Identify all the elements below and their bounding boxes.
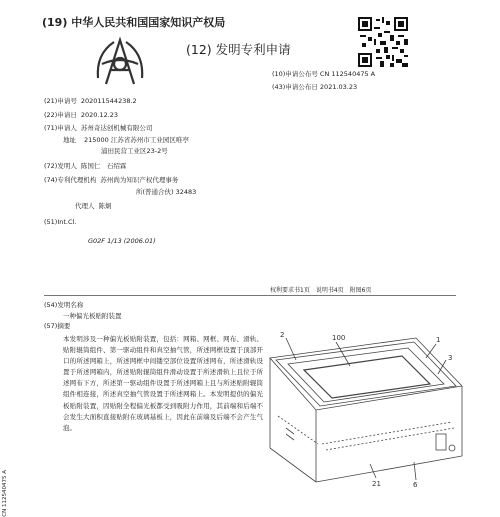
figure-label: 21 <box>372 480 381 488</box>
address-row-2 <box>44 146 196 158</box>
figure-label: 6 <box>413 481 418 488</box>
publication-date-row <box>272 81 375 94</box>
inventors-row <box>44 161 196 173</box>
application-number-row <box>44 96 196 108</box>
application-date-row <box>44 110 196 122</box>
indent <box>44 146 101 158</box>
doc-type-code: (12) <box>186 42 212 57</box>
intcl-row <box>44 217 196 229</box>
field-label: 发明人 <box>57 161 77 170</box>
bibliographic-data <box>44 96 196 228</box>
field-code: (22) <box>44 110 58 119</box>
agent: 陈炯 <box>98 202 112 210</box>
agent-row <box>44 201 196 213</box>
publication-number: CN 112540475 A <box>319 70 376 78</box>
field-code: (21) <box>44 97 58 105</box>
abstract-label: (57)摘要 <box>44 322 71 330</box>
indent <box>44 187 136 199</box>
address-row <box>44 135 196 147</box>
qr-code-icon <box>358 17 408 67</box>
cnipa-emblem-icon <box>92 34 148 90</box>
publication-number-label: (10)申请公布号 <box>272 70 318 78</box>
publication-date-label: (43)申请公布日 <box>272 82 318 91</box>
agency-row <box>44 175 196 187</box>
page-counts: 权利要求书1页 说明书4页 附图6页 <box>270 287 372 294</box>
application-date: 2020.12.23 <box>80 110 119 119</box>
document-type <box>186 40 291 58</box>
address-line-2: 浦田民营工业区23-2号 <box>101 147 168 155</box>
agency-line-2: 所(普通合伙) 32483 <box>136 187 197 196</box>
office-code: (19) <box>42 16 68 29</box>
field-label: 申请日 <box>57 110 77 119</box>
figure-label: 100 <box>332 334 346 342</box>
field-label: 申请号 <box>57 97 77 105</box>
field-code <box>44 201 75 213</box>
abstract-text: 本发明涉及一种偏光板贴附装置，包括：网箱、网框、网布、滑轨、贴附辊筒组件、第一驱动组件和真空抽气管，所述网框设置于顶部开口的所述网箱上，所述网框中间镂空部位设置所述网布，所述滑轨设置于所述网箱内，所述贴附辊筒组件滑动设置于所述滑轨上且位于所述网布下方，所述第一驱动组件设置于所述网箱上且与所述贴附辊筒组件相连接，所述真空抽气管设置于所述网箱上。本发明提供的偏光板贴附装置，因贴附全程偏光板都受到吸附力作用，其前端和后端不会发生大面积直接贴附在玻璃基板上，因此在前端及后端不会产生气泡。 <box>63 335 263 432</box>
address-line-1: 215000 江苏省苏州市工业园区唯亭 <box>84 135 189 144</box>
ipc-classification: G02F 1/13 (2006.01) <box>88 237 156 245</box>
device-drawing <box>266 330 466 488</box>
publication-info <box>272 68 375 93</box>
divider <box>44 295 456 296</box>
field-label: Int.Cl. <box>57 217 77 226</box>
publication-date: 2021.03.23 <box>319 82 358 91</box>
figure-label: 1 <box>436 336 441 344</box>
field-code <box>44 135 63 147</box>
agency-row-2 <box>44 187 196 199</box>
invention-title: 一种偏光板贴附装置 <box>63 311 122 320</box>
field-label: 代理人 <box>75 202 95 210</box>
invention-section <box>44 300 122 332</box>
field-label: 申请人 <box>57 124 77 132</box>
field-code: (74) <box>44 176 58 184</box>
side-publication-number: CN 112540475 A <box>2 470 8 517</box>
field-code: (51) <box>44 217 58 226</box>
office-name: 中华人民共和国国家知识产权局 <box>71 16 226 29</box>
applicant: 苏州奇达创机械有限公司 <box>80 124 153 132</box>
title-label: (54)发明名称 <box>44 301 84 309</box>
figure-label: 2 <box>280 331 285 339</box>
field-label: 地址 <box>63 135 76 144</box>
field-code: (71) <box>44 124 58 132</box>
inventors: 陈国仁 石绍霖 <box>80 161 127 170</box>
doc-type-title: 发明专利申请 <box>215 42 291 57</box>
applicant-row <box>44 123 196 135</box>
figure-label: 3 <box>448 354 453 362</box>
field-code: (72) <box>44 161 58 170</box>
agency-line-1: 苏州尚为知识产权代理事务 <box>100 176 179 184</box>
office-header <box>42 14 225 30</box>
field-label: 专利代理机构 <box>57 176 97 184</box>
publication-number-row <box>272 68 375 81</box>
application-number: 202011544238.2 <box>80 97 137 105</box>
